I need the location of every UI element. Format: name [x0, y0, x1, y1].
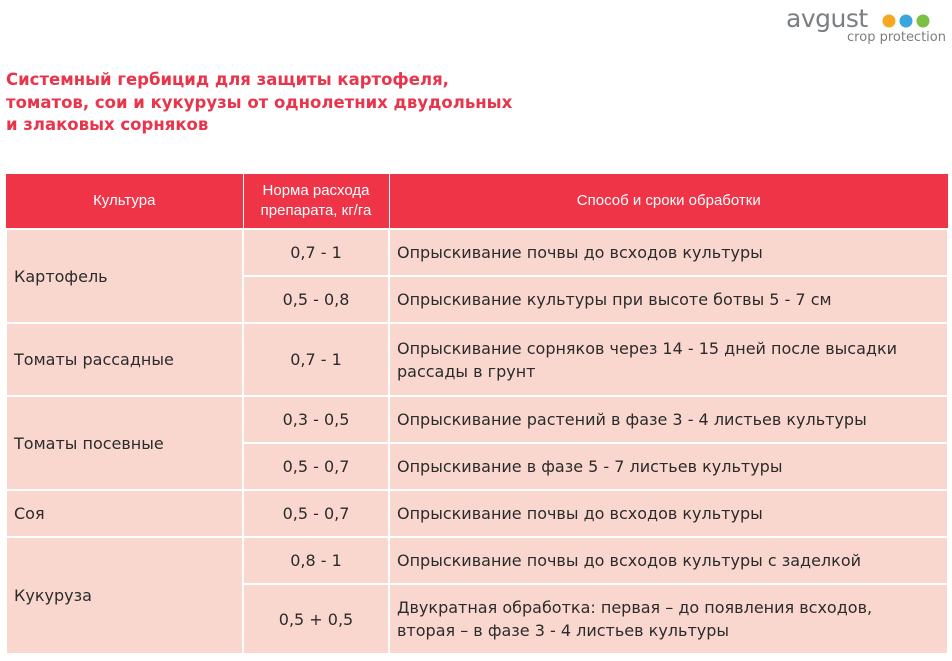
- rate-cell: 0,7 - 1: [243, 229, 389, 276]
- method-cell: [389, 323, 948, 396]
- method-line: рассады в грунт: [397, 361, 536, 381]
- logo-tagline: crop protection: [847, 30, 946, 45]
- rate-cell: 0,3 - 0,5: [243, 396, 389, 443]
- header-rate-line: Норма расхода: [262, 182, 370, 199]
- crop-cell: Картофель: [6, 229, 243, 323]
- method-cell: Опрыскивание в фазе 5 - 7 листьев культуры: [389, 443, 948, 490]
- method-line: Опрыскивание сорняков через 14 - 15 дней после высадки: [397, 338, 898, 358]
- header-method: Способ и сроки обработки: [389, 174, 948, 229]
- rate-cell: 0,5 - 0,7: [243, 490, 389, 537]
- rate-cell: 0,8 - 1: [243, 537, 389, 584]
- rate-cell: 0,7 - 1: [243, 323, 389, 396]
- method-cell: Опрыскивание почвы до всходов культуры: [389, 490, 948, 537]
- method-cell: Опрыскивание почвы до всходов культуры с заделкой: [389, 537, 948, 584]
- crop-cell: Кукуруза: [6, 537, 243, 654]
- logo-dot-green: [917, 15, 930, 28]
- method-cell: Опрыскивание растений в фазе 3 - 4 листьев культуры: [389, 396, 948, 443]
- crop-cell: Соя: [6, 490, 243, 537]
- header-rate: [243, 174, 389, 229]
- avgust-logo: [786, 4, 946, 48]
- title-line: Системный гербицид для защиты картофеля,: [6, 70, 449, 89]
- method-cell: [389, 584, 948, 654]
- page-title: [6, 69, 526, 137]
- rate-cell: 0,5 - 0,8: [243, 276, 389, 323]
- table-row: [6, 396, 948, 443]
- rate-cell: 0,5 - 0,7: [243, 443, 389, 490]
- header-crop: Культура: [6, 174, 243, 229]
- table-row: [6, 229, 948, 276]
- logo-dots-icon: [881, 13, 941, 29]
- application-rates-table: [5, 174, 949, 655]
- logo-dot-orange: [883, 15, 896, 28]
- logo-dot-blue: [900, 15, 913, 28]
- method-cell: Опрыскивание культуры при высоте ботвы 5 - 7 см: [389, 276, 948, 323]
- crop-cell: Томаты посевные: [6, 396, 243, 490]
- header-rate-line: препарата, кг/га: [260, 202, 372, 219]
- method-line: вторая – в фазе 3 - 4 листьев культуры: [397, 621, 730, 640]
- title-line: и злаковых сорняков: [6, 115, 209, 134]
- crop-cell: Томаты рассадные: [6, 323, 243, 396]
- table-row: [6, 490, 948, 537]
- table-row: [6, 537, 948, 584]
- table-header-row: [6, 174, 948, 229]
- title-line: томатов, сои и кукурузы от однолетних двудольных: [6, 92, 513, 112]
- method-cell: Опрыскивание почвы до всходов культуры: [389, 229, 948, 276]
- method-line: Двукратная обработка: первая – до появления всходов,: [397, 598, 873, 617]
- rate-cell: 0,5 + 0,5: [243, 584, 389, 654]
- logo-wordmark: avgust: [786, 4, 868, 33]
- table-row: [6, 323, 948, 396]
